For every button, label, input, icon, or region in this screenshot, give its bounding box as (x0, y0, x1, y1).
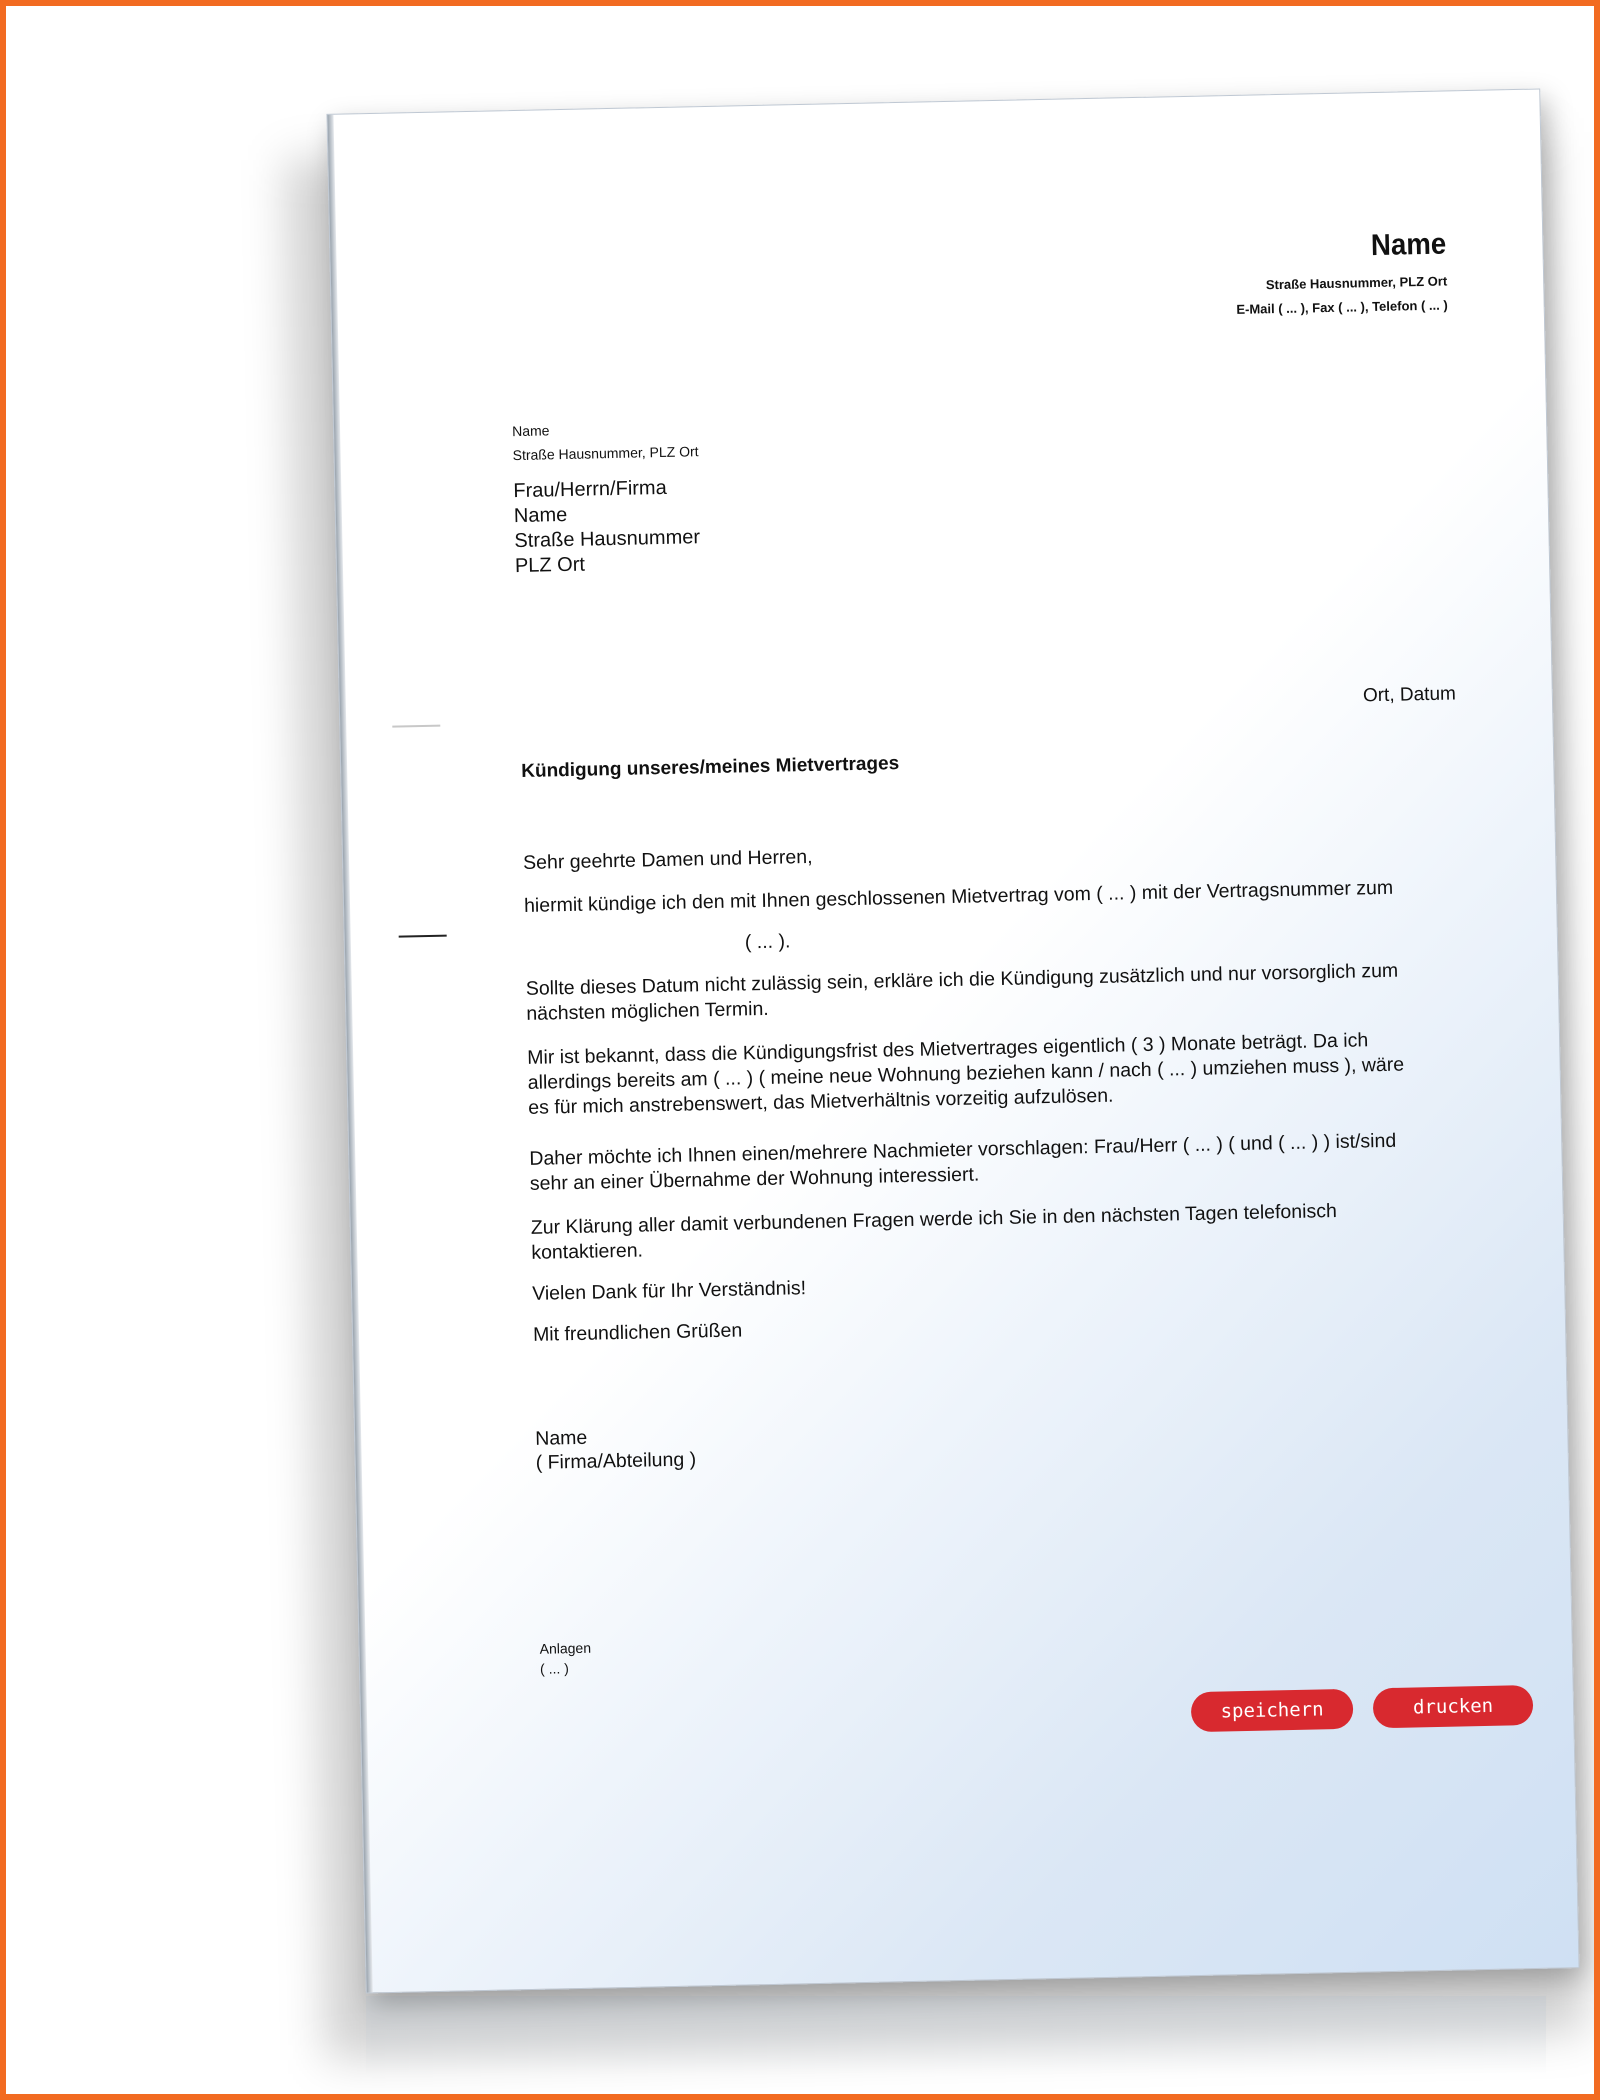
return-address-street: Straße Hausnummer, PLZ Ort (512, 443, 699, 464)
recipient-block (513, 475, 701, 579)
paragraph-termination-date: ( ... ). (744, 930, 791, 954)
recipient-line-1: Frau/Herrn/Firma (513, 476, 667, 503)
signature-block (535, 1423, 696, 1474)
paragraph-notice-period: Mir ist bekannt, dass die Kündigungsfrist des Mietvertrages eigentlich ( 3 ) Monate beträgt. Da ich allerdings bereits am ( ... ) ( meine neue Wohnung beziehen kann / nach ( ... ) umziehen muss ), wäre es für mich anstrebenswert, das Mietverhältnis vorzeitig aufzulösen. (527, 1029, 1405, 1119)
paragraph-successor: Daher möchte ich Ihnen einen/mehrere Nachmieter vorschlagen: Frau/Herr ( ... ) ( und ( ... ) ) ist/sind sehr an einer Übernahme der Wohnung interessiert. (529, 1129, 1397, 1195)
paragraph-termination: hiermit kündige ich den mit Ihnen geschlossenen Mietvertrag vom ( ... ) mit der Vertragsnummer zum (523, 876, 1394, 917)
attachments-block (539, 1638, 591, 1679)
recipient-line-2: Name (513, 503, 568, 528)
punch-mark (399, 935, 447, 938)
sender-name: Name (1370, 227, 1447, 263)
sender-contact: E-Mail ( ... ), Fax ( ... ), Telefon ( ... ) (1236, 297, 1448, 317)
paragraph-fallback: Sollte dieses Datum nicht zulässig sein, erkläre ich die Kündigung zusätzlich und nur vorsorglich zum nächsten möglichen Termin. (525, 959, 1399, 1025)
signature-name: Name (535, 1426, 588, 1450)
recipient-line-3: Straße Hausnummer (514, 526, 701, 553)
attachments-value: ( ... ) (539, 1660, 569, 1677)
print-button[interactable]: drucken (1373, 1685, 1534, 1728)
thanks-line: Vielen Dank für Ihr Verständnis! (531, 1277, 807, 1305)
place-date: Ort, Datum (1362, 683, 1457, 707)
letter-subject: Kündigung unseres/meines Mietvertrages (521, 753, 900, 782)
sender-address: Straße Hausnummer, PLZ Ort (1265, 273, 1448, 293)
save-button[interactable]: speichern (1191, 1689, 1354, 1732)
paragraph-contact: Zur Klärung aller damit verbundenen Fragen werde ich Sie in den nächsten Tagen telefonisch kontaktieren. (530, 1200, 1338, 1264)
salutation: Sehr geehrte Damen und Herren, (522, 845, 813, 874)
letter-page (326, 88, 1579, 1993)
return-address-name: Name (511, 422, 550, 440)
signature-department: ( Firma/Abteilung ) (535, 1448, 697, 1474)
recipient-line-4: PLZ Ort (514, 553, 586, 578)
closing-line: Mit freundlichen Grüßen (532, 1319, 743, 1346)
page-reflection (366, 1996, 1546, 2076)
fold-mark (392, 725, 440, 728)
attachments-label: Anlagen (539, 1639, 592, 1657)
